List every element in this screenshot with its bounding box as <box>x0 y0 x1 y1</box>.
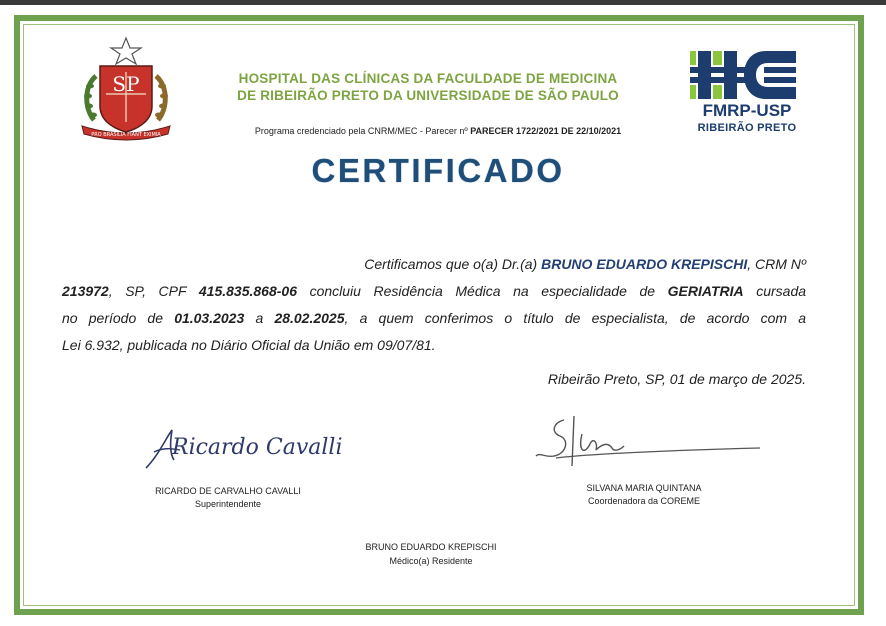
program-parecer: PARECER 1722/2021 DE 22/10/2021 <box>470 126 622 136</box>
seal-motto: PRO BRASILIA FIANT EXIMIA <box>91 132 161 138</box>
coordinator-signature-icon <box>528 410 768 476</box>
body-line-1 <box>62 251 806 278</box>
start-date: 01.03.2023 <box>174 310 245 326</box>
hospital-title-line1: HOSPITAL DAS CLÍNICAS DA FACULDADE DE MEDICINA <box>238 71 618 86</box>
superintendent-signature-icon <box>140 418 343 480</box>
resident-name: BRUNO EDUARDO KREPISCHI <box>541 256 748 272</box>
signer-2-name: SILVANA MARIA QUINTANA <box>586 483 702 493</box>
program-accreditation <box>140 126 736 136</box>
body-l3-a: a <box>255 310 264 326</box>
body-l2-cursada: cursada <box>756 283 807 299</box>
cpf-number: 415.835.868-06 <box>198 283 297 299</box>
body-l2-cpf-label: , SP, CPF <box>108 283 187 299</box>
hc-logo-fmrp-text: FMRP-USP <box>702 101 792 120</box>
body-l2-text: concluiu Residência Médica na especialidade de <box>309 283 656 299</box>
signer-3-name: BRUNO EDUARDO KREPISCHI <box>365 542 497 552</box>
body-line-3 <box>62 305 806 332</box>
body-line-2 <box>62 278 806 305</box>
end-date: 28.02.2025 <box>274 310 345 326</box>
superintendent-signature-script: Ricardo Cavalli <box>172 435 343 460</box>
signer-2-role: Coordenadora da COREME <box>587 496 701 506</box>
hc-logo-city-text: RIBEIRÃO PRETO <box>697 122 797 134</box>
signer-3-role: Médico(a) Residente <box>389 556 473 566</box>
program-prefix: Programa credenciado pela CNRM/MEC - Parecer nº <box>254 126 468 136</box>
specialty: GERIATRIA <box>667 283 744 299</box>
body-l1-prefix: Certificamos que o(a) Dr.(a) <box>364 256 538 272</box>
body-l3-prefix: no período de <box>62 310 163 326</box>
body-l1-crm-label: , CRM Nº <box>747 256 806 272</box>
top-bar <box>0 0 886 5</box>
body-line-4: Lei 6.932, publicada no Diário Oficial da União em 09/07/81. <box>62 337 436 353</box>
hospital-title-line2: DE RIBEIRÃO PRETO DA UNIVERSIDADE DE SÃO PAULO <box>237 88 619 103</box>
crm-number: 213972 <box>62 283 109 299</box>
certificate-heading: CERTIFICADO <box>311 152 565 189</box>
place-and-date: Ribeirão Preto, SP, 01 de março de 2025. <box>547 371 806 387</box>
hospital-title <box>192 70 664 104</box>
seal-sp-text: SP <box>112 72 140 96</box>
signer-1-role: Superintendente <box>194 499 262 509</box>
body-l3-suffix: , a quem conferimos o título de especialista, de acordo com a <box>344 310 807 326</box>
signer-1-name: RICARDO DE CARVALHO CAVALLI <box>155 486 301 496</box>
